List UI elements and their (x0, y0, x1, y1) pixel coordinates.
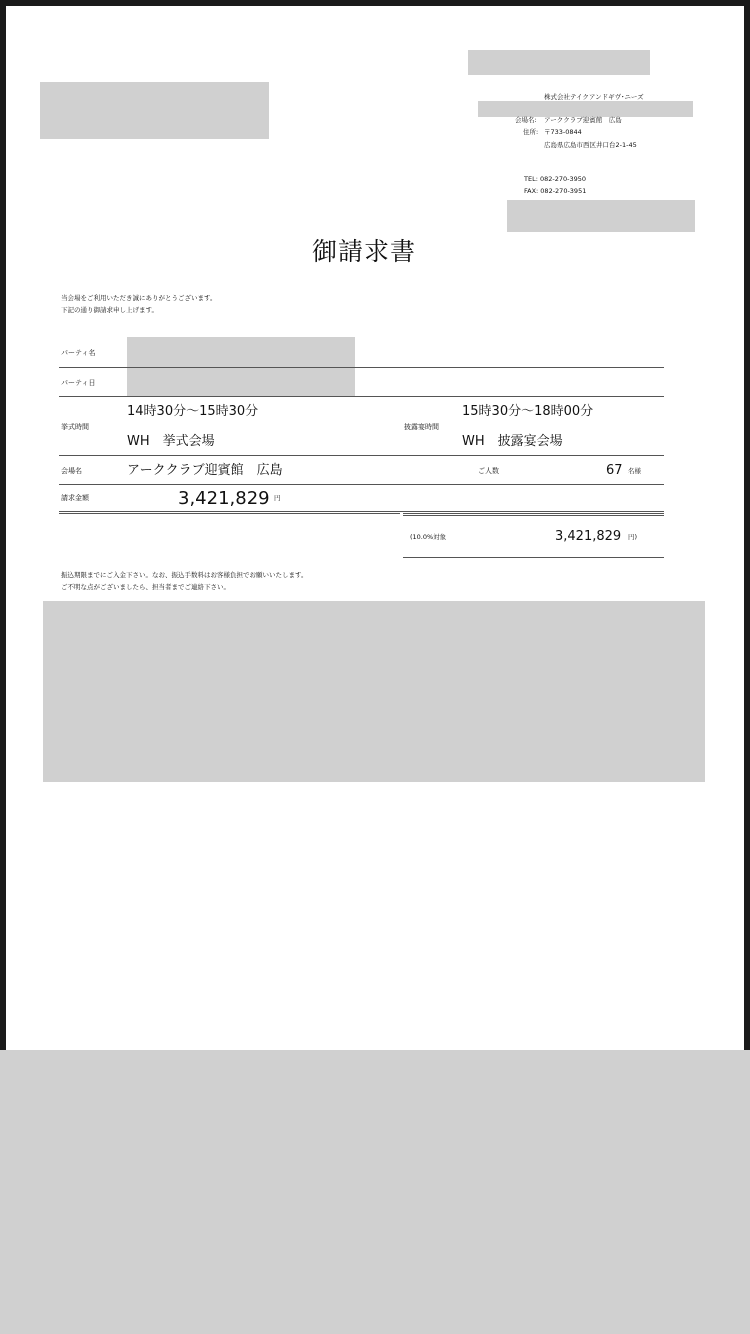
party-name-label: パーティ名 (61, 349, 96, 357)
amount-unit: 円 (274, 494, 281, 502)
divider (59, 513, 400, 514)
divider (59, 484, 664, 485)
party-date-label: パーティ日 (61, 379, 96, 387)
guests-unit: 名様 (628, 467, 641, 475)
company-venue-label: 会場名: (515, 116, 537, 124)
note-line-1: 振込期限までにご入金下さい。なお、振込手数料はお客様負担でお願いいたします。 (61, 571, 308, 579)
redacted-header-right (468, 50, 650, 75)
venue-label: 会場名 (61, 467, 82, 475)
divider (59, 511, 664, 512)
divider (403, 513, 664, 514)
reception-time-label: 披露宴時間 (404, 423, 439, 431)
ceremony-time: 14時30分〜15時30分 (127, 404, 259, 419)
guests-label: ご人数 (478, 467, 499, 475)
company-postal: 〒733-0844 (544, 128, 582, 136)
company-address: 広島県広島市西区井口台2-1-45 (544, 141, 637, 149)
note-line-2: ご不明な点がございましたら、担当者までご連絡下さい。 (61, 583, 230, 591)
divider (59, 367, 664, 368)
guests-count: 67 (606, 463, 623, 478)
company-tel: TEL: 082-270-3950 (524, 175, 587, 183)
divider (403, 557, 664, 558)
tax-unit: 円) (628, 533, 638, 541)
intro-line-2: 下記の通り御請求申し上げます。 (61, 306, 158, 314)
amount-value: 3,421,829 (178, 488, 270, 509)
company-name: 株式会社テイクアンドギヴ･ニーズ (544, 93, 644, 101)
redacted-stamp (507, 200, 695, 232)
redacted-company-line (478, 101, 693, 117)
redacted-bank-details (43, 601, 705, 782)
divider (403, 515, 664, 516)
company-address-label: 住所: (523, 128, 539, 136)
reception-place: WH 披露宴会場 (462, 434, 563, 449)
divider (59, 455, 664, 456)
venue-value: アーククラブ迎賓館 広島 (127, 463, 283, 478)
redacted-addressee (40, 82, 269, 139)
intro-line-1: 当会場をご利用いただき誠にありがとうございます。 (61, 294, 217, 302)
ceremony-place: WH 挙式会場 (127, 434, 215, 449)
tax-amount: 3,421,829 (555, 529, 622, 544)
company-venue: アーククラブ迎賓館 広島 (544, 116, 622, 124)
reception-time: 15時30分〜18時00分 (462, 404, 594, 419)
company-fax: FAX: 082-270-3951 (524, 187, 587, 195)
amount-label: 請求金額 (61, 494, 89, 502)
page-title: 御請求書 (312, 237, 417, 266)
redacted-bottom-area (0, 1050, 750, 1334)
tax-label: (10.0%対象 (410, 533, 447, 541)
invoice-page (6, 6, 744, 1050)
ceremony-time-label: 挙式時間 (61, 423, 89, 431)
divider (59, 396, 664, 397)
